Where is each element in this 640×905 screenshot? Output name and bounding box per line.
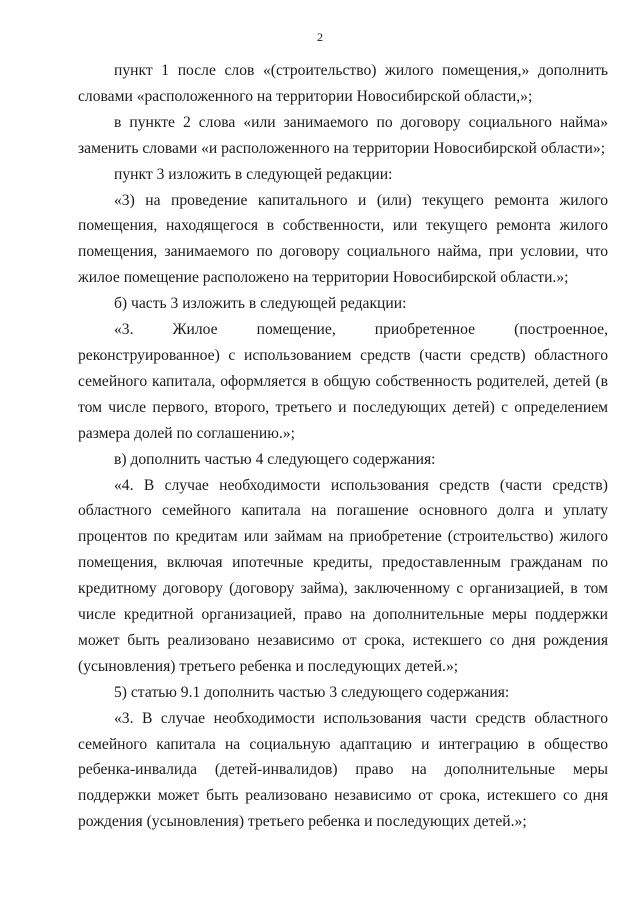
document-body [78,58,608,835]
paragraph-6: «3. Жилое помещение, приобретенное (построенное, реконструированное) с использованием средств (части средств) областного семейного капитала, оформляется в общую собственность родителей, детей (в том числе первого, второго, третьего и последующих детей) с определением размера долей по соглашению.»; [78,321,608,442]
paragraph-8: «4. В случае необходимости использования средств (части средств) областного семейного капитала на погашение основного долга и уплату процентов по кредитам или займам на приобретение (строительство) жилого помещения, включая ипотечные кредиты, предоставленным гражданам по кредитному договору (договору займа), заключенному с организацией, в том числе кредитной организацией, право на дополнительные меры поддержки может быть реализовано независимо от срока, истекшего со дня рождения (усыновления) третьего ребенка и последующих детей.»; [78,476,608,675]
page-number: 2 [317,30,323,44]
paragraph-4: «3) на проведение капитального и (или) текущего ремонта жилого помещения, находящегося в собственности, или текущего ремонта жилого помещения, занимаемого по договору социального найма, при условии, что жилое помещение расположено на территории Новосибирской области.»; [78,191,608,287]
paragraph-2: в пункте 2 слова «или занимаемого по договору социального найма» заменить словами «и расположенного на территории Новосибирской области»; [78,113,608,157]
paragraph-1: пункт 1 после слов «(строительство) жилого помещения,» дополнить словами «расположенного на территории Новосибирской области,»; [78,62,608,105]
paragraph-10: «3. В случае необходимости использования части средств областного семейного капитала на социальную адаптацию и интеграцию в общество ребенка-инвалида (детей-инвалидов) право на дополнительные меры поддержки может быть реализовано независимо от срока, истекшего со дня рождения (усыновления) третьего ребенка и последующих детей.»; [78,709,608,831]
paragraph-9: 5) статью 9.1 дополнить частью 3 следующего содержания: [114,683,510,701]
paragraph-7: в) дополнить частью 4 следующего содержания: [114,450,436,468]
paragraph-3: пункт 3 изложить в следующей редакции: [114,165,393,183]
paragraph-5: б) часть 3 изложить в следующей редакции: [114,295,407,313]
